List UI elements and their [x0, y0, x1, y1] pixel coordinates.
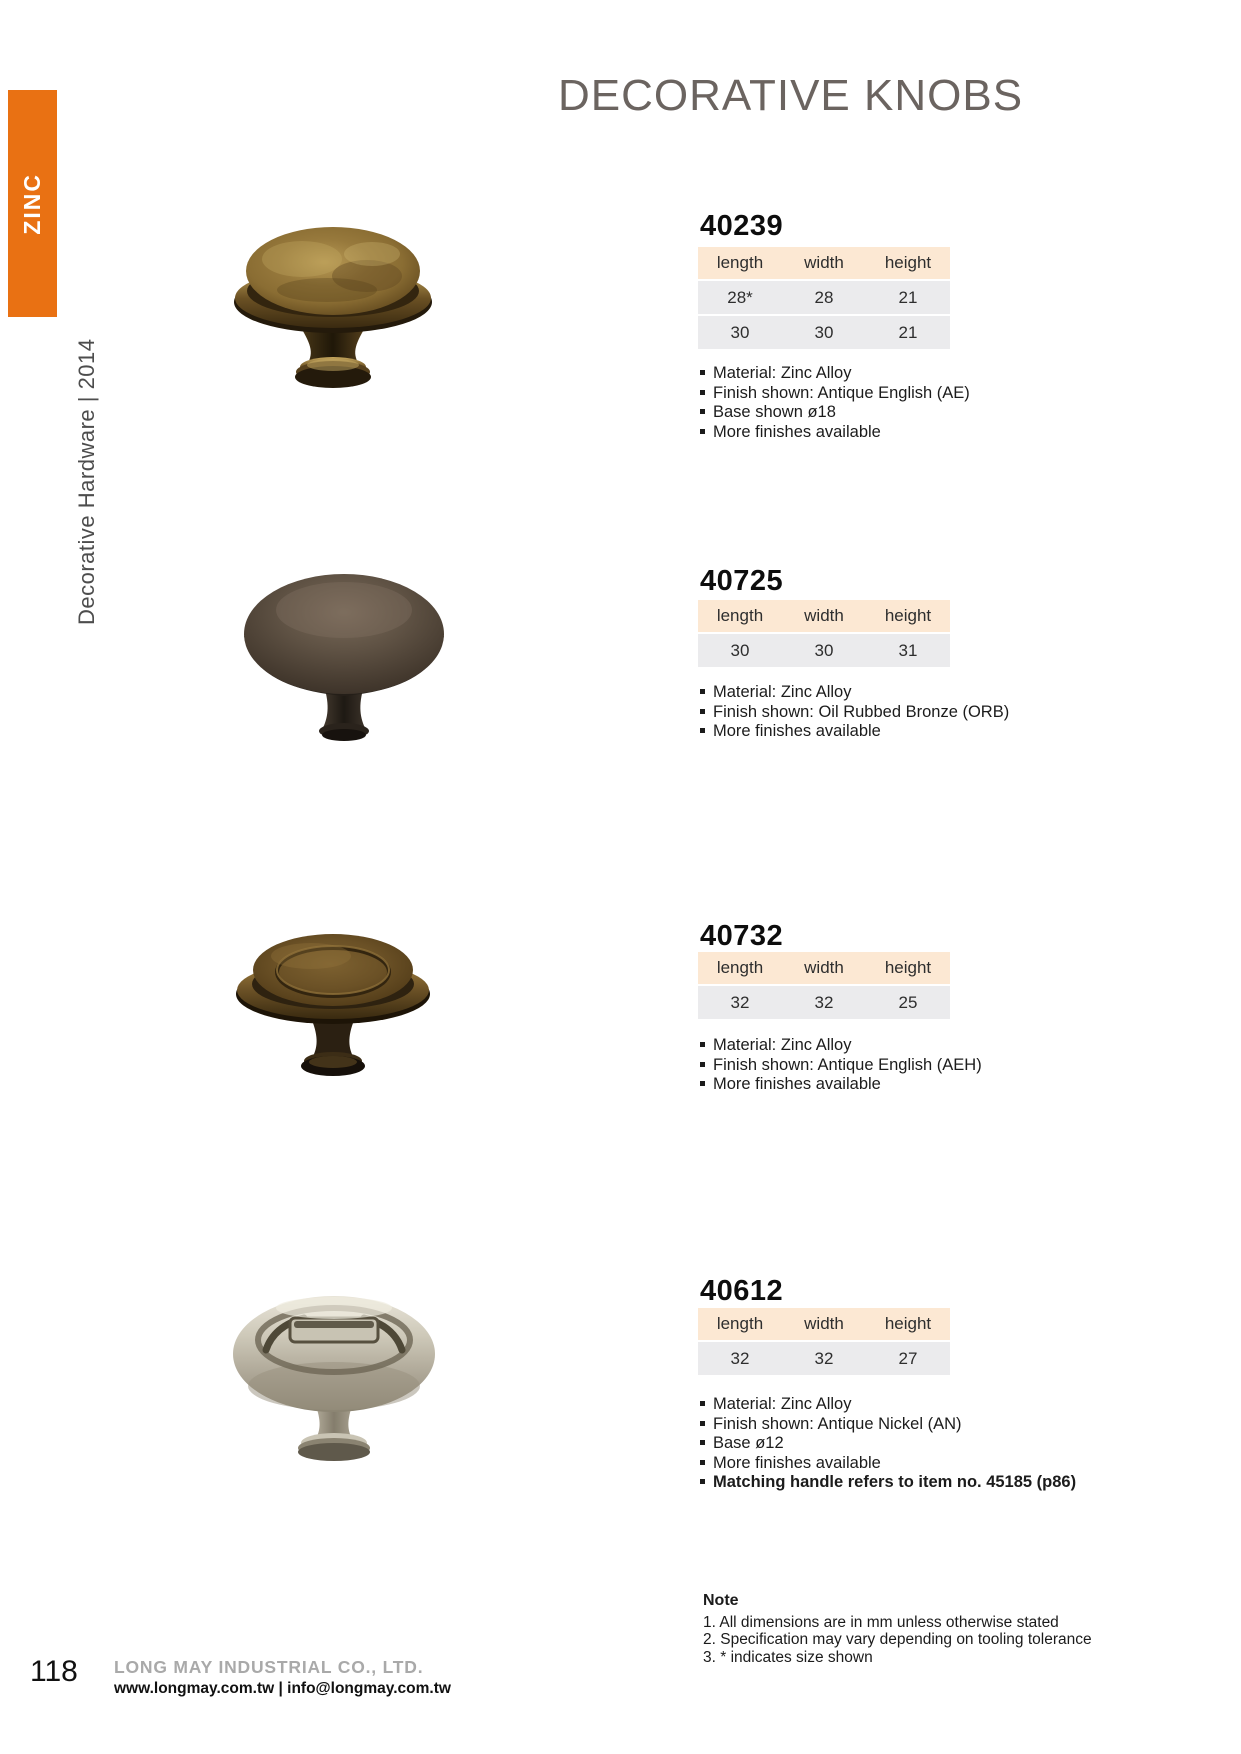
spec-item: Finish shown: Antique English (AE): [700, 384, 970, 404]
product-photo-40239: [232, 214, 434, 390]
dimension-value: 27: [866, 1342, 950, 1375]
dimension-row: [698, 986, 950, 1019]
spec-item: Material: Zinc Alloy: [700, 364, 970, 384]
spec-list: [700, 364, 970, 442]
product-number: 40239: [700, 210, 784, 242]
column-header-height: height: [866, 600, 950, 634]
spec-item: More finishes available: [700, 1075, 982, 1095]
column-header-length: length: [698, 952, 782, 986]
product-photo-40612: [228, 1280, 440, 1462]
note-items: [703, 1614, 1092, 1667]
dimension-value: 32: [782, 986, 866, 1019]
column-header-height: height: [866, 952, 950, 986]
spec-item: Matching handle refers to item no. 45185 (p86): [700, 1473, 1076, 1493]
column-header-height: height: [866, 247, 950, 281]
dimension-row: [698, 314, 950, 349]
dimension-value: 28: [782, 281, 866, 314]
dimensions-table: [698, 247, 950, 349]
column-header-length: length: [698, 1308, 782, 1342]
dimension-row: [698, 634, 950, 667]
spec-item: More finishes available: [700, 722, 1009, 742]
spec-item: More finishes available: [700, 423, 970, 443]
page-number: 118: [30, 1655, 78, 1688]
footer-company-block: [114, 1657, 451, 1698]
spec-item: Base shown ø18: [700, 403, 970, 423]
spec-item: Finish shown: Oil Rubbed Bronze (ORB): [700, 703, 1009, 723]
spec-list: [700, 1395, 1076, 1493]
column-header-width: width: [782, 600, 866, 634]
note-item: 3. * indicates size shown: [703, 1648, 873, 1666]
product-number: 40612: [700, 1275, 784, 1307]
dimension-value: 30: [698, 314, 782, 349]
page-title: DECORATIVE KNOBS: [558, 71, 1024, 120]
product-number: 40725: [700, 565, 784, 597]
note-title: Note: [703, 1592, 739, 1609]
spec-item: Material: Zinc Alloy: [700, 1395, 1076, 1415]
dimension-value: 32: [698, 986, 782, 1019]
column-header-width: width: [782, 952, 866, 986]
dimension-value: 30: [782, 634, 866, 667]
note-section: [703, 1592, 1092, 1666]
note-item: 1. All dimensions are in mm unless otherwise stated: [703, 1613, 1059, 1631]
dimension-value: 21: [866, 314, 950, 349]
dimension-value: 31: [866, 634, 950, 667]
spec-item: Base ø12: [700, 1434, 1076, 1454]
company-contact: www.longmay.com.tw | info@longmay.com.tw: [114, 1680, 451, 1697]
dimensions-table: [698, 600, 950, 667]
note-item: 2. Specification may vary depending on tooling tolerance: [703, 1631, 1092, 1648]
dimension-value: 32: [782, 1342, 866, 1375]
category-tab-zinc: [8, 90, 57, 317]
spec-list: [700, 1036, 982, 1095]
column-header-width: width: [782, 247, 866, 281]
spec-item: Material: Zinc Alloy: [700, 683, 1009, 703]
category-tab-label: ZINC: [19, 172, 45, 235]
dimension-value: 32: [698, 1342, 782, 1375]
dimension-value: 21: [866, 281, 950, 314]
spec-item: Finish shown: Antique English (AEH): [700, 1056, 982, 1076]
dimension-value: 28*: [698, 281, 782, 314]
spec-item: Material: Zinc Alloy: [700, 1036, 982, 1056]
dimensions-table: [698, 1308, 950, 1375]
spec-item: More finishes available: [700, 1454, 1076, 1474]
dimension-value: 30: [782, 314, 866, 349]
spec-list: [700, 683, 1009, 742]
product-photo-40732: [233, 918, 433, 1088]
dimension-value: 25: [866, 986, 950, 1019]
dimension-row: [698, 1342, 950, 1375]
column-header-height: height: [866, 1308, 950, 1342]
product-number: 40732: [700, 920, 784, 952]
spec-item: Finish shown: Antique Nickel (AN): [700, 1415, 1076, 1435]
column-header-width: width: [782, 1308, 866, 1342]
dimensions-table: [698, 952, 950, 1019]
edition-vertical-label: Decorative Hardware | 2014: [74, 338, 99, 625]
column-header-length: length: [698, 600, 782, 634]
column-header-length: length: [698, 247, 782, 281]
product-photo-40725: [240, 566, 448, 744]
dimension-value: 30: [698, 634, 782, 667]
dimension-row: [698, 281, 950, 314]
company-name: LONG MAY INDUSTRIAL CO., LTD.: [114, 1657, 424, 1677]
